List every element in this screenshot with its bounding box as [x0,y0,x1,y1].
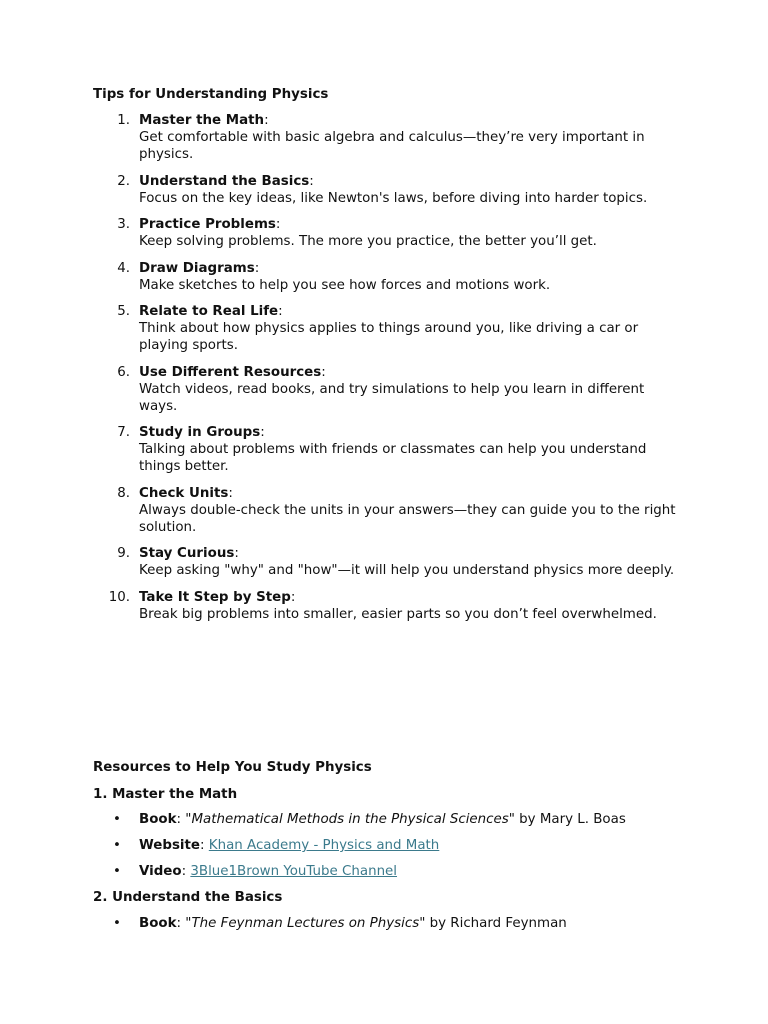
resource-author: " by Richard Feynman [419,915,567,931]
tip-item: 6. Use Different Resources: Watch videos, read books, and try simulations to help you learn in different ways. [93,364,683,415]
tip-description: Watch videos, read books, and try simulations to help you learn in different ways. [139,381,645,414]
3blue1brown-link[interactable]: 3Blue1Brown YouTube Channel [190,864,398,879]
resource-title: Mathematical Methods in the Physical Sciences [191,812,509,827]
tip-number: 10. [108,589,130,605]
resource-item [93,863,683,880]
tip-number: 3. [117,217,130,232]
resource-item [93,837,683,854]
tip-title: Relate to Real Life [139,304,279,319]
resource-title: The Feynman Lectures on Physics [191,915,420,931]
resource-list [93,811,683,880]
resources-heading: Resources to Help You Study Physics [93,760,372,775]
resource-label: Video [139,864,182,879]
resource-separator: : [181,864,191,879]
tip-description: Think about how physics applies to things around you, like driving a car or playing sports. [139,321,639,353]
resource-separator: : " [176,915,192,931]
tip-item: 3. Practice Problems: Keep solving problems. The more you practice, the better you’ll get. [93,216,683,250]
tips-heading: Tips for Understanding Physics [93,87,329,102]
bullet-icon: • [113,915,121,931]
bullet-icon: • [113,864,121,879]
tip-number: 4. [117,260,130,276]
tip-item: 1. Master the Math: Get comfortable with basic algebra and calculus—they’re very important in physics. [93,112,683,163]
tip-title: Draw Diagrams [139,260,255,276]
tip-item: 2. Understand the Basics: Focus on the key ideas, like Newton's laws, before diving into harder topics. [93,173,683,207]
tip-number: 6. [117,364,130,380]
tip-item: 4. Draw Diagrams: Make sketches to help you see how forces and motions work. [93,260,683,294]
tip-number: 1. [117,113,130,128]
tip-title: Understand the Basics [139,173,310,189]
tip-number: 7. [117,425,130,440]
resource-section-title: 2. Understand the Basics [93,890,283,905]
bullet-icon: • [113,838,121,853]
tip-number: 2. [117,173,130,189]
tip-title: Check Units [139,485,229,501]
tip-title: Stay Curious [139,546,235,561]
resource-separator: : [200,838,209,853]
resource-label: Website [139,838,201,853]
tip-number: 9. [117,546,130,561]
tip-item: 5. Relate to Real Life: Think about how physics applies to things around you, like driving a car or playing sports. [93,303,683,354]
resource-list [93,915,683,932]
tip-description: Make sketches to help you see how forces and motions work. [139,277,551,293]
tip-description: Break big problems into smaller, easier parts so you don’t feel overwhelmed. [139,606,657,622]
tip-title: Study in Groups [139,425,261,440]
tip-title: Take It Step by Step [139,589,291,605]
tips-list [93,112,683,623]
tip-title: Practice Problems [139,217,276,232]
resource-section-title: 1. Master the Math [93,786,238,802]
tip-item: 10. Take It Step by Step: Break big problems into smaller, easier parts so you don’t feel overwhelmed. [93,589,683,623]
tips-section [93,86,683,632]
tip-item: 9. Stay Curious: Keep asking "why" and "how"—it will help you understand physics more deeply. [93,545,683,579]
resource-item [93,811,683,828]
resources-section [93,759,683,941]
tip-description: Get comfortable with basic algebra and calculus—they’re very important in physics. [139,130,645,162]
resource-author: " by Mary L. Boas [508,812,626,827]
resource-label: Book [139,812,177,827]
resource-separator: : " [176,812,192,827]
tip-item: 8. Check Units: Always double-check the units in your answers—they can guide you to the right solution. [93,485,683,536]
tip-description: Keep solving problems. The more you practice, the better you’ll get. [139,234,597,249]
tip-number: 5. [117,304,130,319]
tip-description: Talking about problems with friends or classmates can help you understand things better. [139,442,647,474]
tip-description: Focus on the key ideas, like Newton's laws, before diving into harder topics. [139,190,648,206]
tip-title: Use Different Resources [139,364,322,380]
khan-academy-link[interactable]: Khan Academy - Physics and Math [208,838,440,853]
bullet-icon: • [113,812,121,827]
tip-description: Always double-check the units in your answers—they can guide you to the right solution. [139,502,676,535]
tip-number: 8. [117,485,130,501]
tip-item: 7. Study in Groups: Talking about problems with friends or classmates can help you understand things better. [93,424,683,475]
resource-label: Book [139,915,177,931]
tip-description: Keep asking "why" and "how"—it will help you understand physics more deeply. [139,563,675,578]
tip-title: Master the Math [139,113,265,128]
resource-item [93,915,683,932]
